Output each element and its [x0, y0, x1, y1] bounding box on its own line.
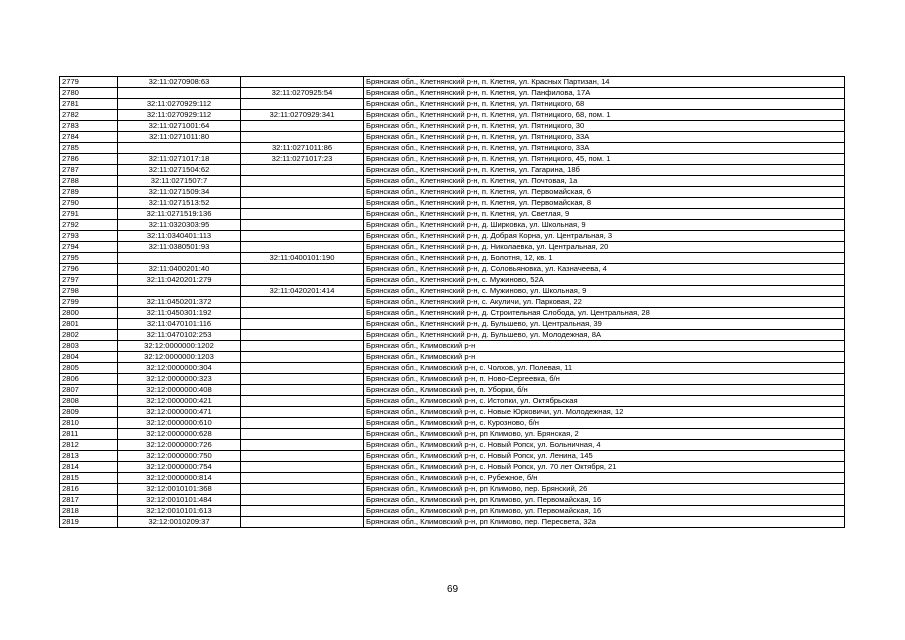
row-number-cell: 2786 [60, 154, 118, 165]
address-cell: Брянская обл., Климовский р-н, с. Рубежное, б/н [364, 473, 845, 484]
row-number-cell: 2784 [60, 132, 118, 143]
building-cadastral-number-cell [241, 220, 364, 231]
row-number-cell: 2788 [60, 176, 118, 187]
building-cadastral-number-cell [241, 132, 364, 143]
row-number-cell: 2808 [60, 396, 118, 407]
building-cadastral-number-cell: 32:11:0270929:341 [241, 110, 364, 121]
address-cell: Брянская обл., Клетнянский р-н, п. Клетня, ул. Почтовая, 1а [364, 176, 845, 187]
row-number-cell: 2818 [60, 506, 118, 517]
address-cell: Брянская обл., Клетнянский р-н, п. Клетня, ул. Пятницкого, 30 [364, 121, 845, 132]
land-cadastral-number-cell [118, 253, 241, 264]
row-number-cell: 2802 [60, 330, 118, 341]
address-cell: Брянская обл., Клетнянский р-н, с. Мужиново, ул. Школьная, 9 [364, 286, 845, 297]
land-cadastral-number-cell: 32:11:0470101:116 [118, 319, 241, 330]
address-cell: Брянская обл., Климовский р-н, с. Новый Ропск, ул. 70 лет Октября, 21 [364, 462, 845, 473]
building-cadastral-number-cell: 32:11:0420201:414 [241, 286, 364, 297]
table-row [60, 286, 845, 297]
land-cadastral-number-cell: 32:12:0010101:613 [118, 506, 241, 517]
row-number-cell: 2813 [60, 451, 118, 462]
land-cadastral-number-cell: 32:12:0000000:421 [118, 396, 241, 407]
address-cell: Брянская обл., Клетнянский р-н, п. Клетня, ул. Гагарина, 18б [364, 165, 845, 176]
land-cadastral-number-cell: 32:11:0271001:64 [118, 121, 241, 132]
land-cadastral-number-cell: 32:12:0000000:304 [118, 363, 241, 374]
table-row [60, 154, 845, 165]
table-row [60, 264, 845, 275]
row-number-cell: 2806 [60, 374, 118, 385]
table-row [60, 77, 845, 88]
table-row [60, 165, 845, 176]
land-cadastral-number-cell: 32:11:0450301:192 [118, 308, 241, 319]
land-cadastral-number-cell: 32:11:0340401:113 [118, 231, 241, 242]
building-cadastral-number-cell: 32:11:0271011:86 [241, 143, 364, 154]
address-cell: Брянская обл., Клетнянский р-н, п. Клетня, ул. Пятницкого, 33А [364, 132, 845, 143]
land-cadastral-number-cell: 32:11:0271509:34 [118, 187, 241, 198]
land-cadastral-number-cell: 32:12:0000000:628 [118, 429, 241, 440]
building-cadastral-number-cell [241, 418, 364, 429]
row-number-cell: 2801 [60, 319, 118, 330]
address-cell: Брянская обл., Клетнянский р-н, с. Мужиново, 52А [364, 275, 845, 286]
table-row [60, 440, 845, 451]
land-cadastral-number-cell [118, 286, 241, 297]
property-register-table [59, 76, 845, 528]
row-number-cell: 2779 [60, 77, 118, 88]
table-row [60, 484, 845, 495]
row-number-cell: 2814 [60, 462, 118, 473]
building-cadastral-number-cell [241, 176, 364, 187]
row-number-cell: 2785 [60, 143, 118, 154]
land-cadastral-number-cell: 32:11:0271513:52 [118, 198, 241, 209]
building-cadastral-number-cell: 32:11:0400101:190 [241, 253, 364, 264]
building-cadastral-number-cell [241, 165, 364, 176]
table-row [60, 341, 845, 352]
table-row [60, 308, 845, 319]
building-cadastral-number-cell [241, 275, 364, 286]
address-cell: Брянская обл., Клетнянский р-н, п. Клетня, ул. Панфилова, 17А [364, 88, 845, 99]
land-cadastral-number-cell: 32:12:0000000:726 [118, 440, 241, 451]
row-number-cell: 2803 [60, 341, 118, 352]
land-cadastral-number-cell: 32:11:0271519:136 [118, 209, 241, 220]
table-row [60, 88, 845, 99]
address-cell: Брянская обл., Климовский р-н, с. Новый Ропск, ул. Ленина, 145 [364, 451, 845, 462]
address-cell: Брянская обл., Климовский р-н [364, 341, 845, 352]
address-cell: Брянская обл., Клетнянский р-н, п. Клетня, ул. Первомайская, 8 [364, 198, 845, 209]
row-number-cell: 2798 [60, 286, 118, 297]
land-cadastral-number-cell: 32:12:0010209:37 [118, 517, 241, 528]
property-register-body [60, 77, 845, 528]
address-cell: Брянская обл., Клетнянский р-н, д. Ширковка, ул. Школьная, 9 [364, 220, 845, 231]
row-number-cell: 2812 [60, 440, 118, 451]
address-cell: Брянская обл., Клетнянский р-н, д. Соловьяновка, ул. Казначеева, 4 [364, 264, 845, 275]
table-row [60, 253, 845, 264]
building-cadastral-number-cell [241, 484, 364, 495]
table-row [60, 198, 845, 209]
table-row [60, 495, 845, 506]
row-number-cell: 2781 [60, 99, 118, 110]
land-cadastral-number-cell: 32:11:0450201:372 [118, 297, 241, 308]
table-row [60, 517, 845, 528]
row-number-cell: 2794 [60, 242, 118, 253]
address-cell: Брянская обл., Клетнянский р-н, п. Клетня, ул. Светлая, 9 [364, 209, 845, 220]
table-row [60, 297, 845, 308]
land-cadastral-number-cell: 32:12:0000000:408 [118, 385, 241, 396]
row-number-cell: 2810 [60, 418, 118, 429]
address-cell: Брянская обл., Клетнянский р-н, д. Бульшево, ул. Молодежная, 8А [364, 330, 845, 341]
row-number-cell: 2793 [60, 231, 118, 242]
row-number-cell: 2789 [60, 187, 118, 198]
table-row [60, 319, 845, 330]
address-cell: Брянская обл., Климовский р-н [364, 352, 845, 363]
building-cadastral-number-cell [241, 440, 364, 451]
row-number-cell: 2805 [60, 363, 118, 374]
address-cell: Брянская обл., Клетнянский р-н, с. Акуличи, ул. Парковая, 22 [364, 297, 845, 308]
row-number-cell: 2819 [60, 517, 118, 528]
table-row [60, 99, 845, 110]
row-number-cell: 2807 [60, 385, 118, 396]
land-cadastral-number-cell: 32:11:0400201:40 [118, 264, 241, 275]
building-cadastral-number-cell [241, 363, 364, 374]
building-cadastral-number-cell: 32:11:0270925:54 [241, 88, 364, 99]
table-row [60, 330, 845, 341]
land-cadastral-number-cell: 32:11:0271011:80 [118, 132, 241, 143]
row-number-cell: 2787 [60, 165, 118, 176]
land-cadastral-number-cell: 32:12:0010101:368 [118, 484, 241, 495]
row-number-cell: 2799 [60, 297, 118, 308]
building-cadastral-number-cell [241, 308, 364, 319]
address-cell: Брянская обл., Клетнянский р-н, п. Клетня, ул. Красных Партизан, 14 [364, 77, 845, 88]
address-cell: Брянская обл., Клетнянский р-н, д. Бульшево, ул. Центральная, 39 [364, 319, 845, 330]
land-cadastral-number-cell: 32:11:0270908:63 [118, 77, 241, 88]
row-number-cell: 2783 [60, 121, 118, 132]
row-number-cell: 2792 [60, 220, 118, 231]
land-cadastral-number-cell: 32:12:0000000:323 [118, 374, 241, 385]
table-row [60, 275, 845, 286]
table-row [60, 473, 845, 484]
land-cadastral-number-cell: 32:12:0000000:610 [118, 418, 241, 429]
address-cell: Брянская обл., Климовский р-н, рп Климово, пер. Пересвета, 32а [364, 517, 845, 528]
land-cadastral-number-cell: 32:11:0270929:112 [118, 110, 241, 121]
address-cell: Брянская обл., Климовский р-н, рп Климово, ул. Первомайская, 16 [364, 495, 845, 506]
building-cadastral-number-cell [241, 198, 364, 209]
land-cadastral-number-cell: 32:12:0010101:484 [118, 495, 241, 506]
table-row [60, 451, 845, 462]
row-number-cell: 2815 [60, 473, 118, 484]
table-row [60, 363, 845, 374]
table-row [60, 187, 845, 198]
table-row [60, 385, 845, 396]
address-cell: Брянская обл., Климовский р-н, с. Чолхов, ул. Полевая, 11 [364, 363, 845, 374]
building-cadastral-number-cell [241, 187, 364, 198]
table-row [60, 220, 845, 231]
row-number-cell: 2811 [60, 429, 118, 440]
address-cell: Брянская обл., Климовский р-н, с. Истопки, ул. Октябрьская [364, 396, 845, 407]
land-cadastral-number-cell: 32:11:0420201:279 [118, 275, 241, 286]
building-cadastral-number-cell [241, 374, 364, 385]
building-cadastral-number-cell [241, 319, 364, 330]
address-cell: Брянская обл., Клетнянский р-н, п. Клетня, ул. Пятницкого, 68, пом. 1 [364, 110, 845, 121]
row-number-cell: 2809 [60, 407, 118, 418]
building-cadastral-number-cell [241, 121, 364, 132]
table-row [60, 110, 845, 121]
address-cell: Брянская обл., Клетнянский р-н, п. Клетня, ул. Пятницкого, 33А [364, 143, 845, 154]
building-cadastral-number-cell [241, 209, 364, 220]
building-cadastral-number-cell [241, 385, 364, 396]
row-number-cell: 2800 [60, 308, 118, 319]
address-cell: Брянская обл., Клетнянский р-н, п. Клетня, ул. Пятницкого, 45, пом. 1 [364, 154, 845, 165]
building-cadastral-number-cell [241, 473, 364, 484]
building-cadastral-number-cell [241, 396, 364, 407]
building-cadastral-number-cell [241, 330, 364, 341]
building-cadastral-number-cell [241, 231, 364, 242]
table-row [60, 132, 845, 143]
land-cadastral-number-cell: 32:11:0270929:112 [118, 99, 241, 110]
address-cell: Брянская обл., Климовский р-н, рп Климово, ул. Брянская, 2 [364, 429, 845, 440]
table-row [60, 143, 845, 154]
land-cadastral-number-cell: 32:11:0271504:62 [118, 165, 241, 176]
address-cell: Брянская обл., Климовский р-н, рп Климово, пер. Брянский, 26 [364, 484, 845, 495]
building-cadastral-number-cell [241, 407, 364, 418]
building-cadastral-number-cell [241, 99, 364, 110]
row-number-cell: 2795 [60, 253, 118, 264]
row-number-cell: 2796 [60, 264, 118, 275]
building-cadastral-number-cell [241, 429, 364, 440]
table-row [60, 231, 845, 242]
table-row [60, 374, 845, 385]
land-cadastral-number-cell: 32:11:0271017:18 [118, 154, 241, 165]
land-cadastral-number-cell: 32:11:0271507:7 [118, 176, 241, 187]
address-cell: Брянская обл., Клетнянский р-н, п. Клетня, ул. Пятницкого, 68 [364, 99, 845, 110]
building-cadastral-number-cell: 32:11:0271017:23 [241, 154, 364, 165]
page-number: 69 [446, 584, 459, 595]
table-row [60, 121, 845, 132]
row-number-cell: 2817 [60, 495, 118, 506]
land-cadastral-number-cell: 32:12:0000000:1203 [118, 352, 241, 363]
address-cell: Брянская обл., Климовский р-н, с. Новые Юрковичи, ул. Молодежная, 12 [364, 407, 845, 418]
building-cadastral-number-cell [241, 462, 364, 473]
land-cadastral-number-cell: 32:11:0320303:95 [118, 220, 241, 231]
land-cadastral-number-cell: 32:12:0000000:471 [118, 407, 241, 418]
row-number-cell: 2804 [60, 352, 118, 363]
row-number-cell: 2791 [60, 209, 118, 220]
building-cadastral-number-cell [241, 517, 364, 528]
building-cadastral-number-cell [241, 451, 364, 462]
building-cadastral-number-cell [241, 264, 364, 275]
building-cadastral-number-cell [241, 297, 364, 308]
table-row [60, 209, 845, 220]
building-cadastral-number-cell [241, 495, 364, 506]
land-cadastral-number-cell: 32:11:0470102:253 [118, 330, 241, 341]
building-cadastral-number-cell [241, 242, 364, 253]
land-cadastral-number-cell: 32:11:0380501:93 [118, 242, 241, 253]
address-cell: Брянская обл., Клетнянский р-н, п. Клетня, ул. Первомайская, 6 [364, 187, 845, 198]
land-cadastral-number-cell [118, 143, 241, 154]
address-cell: Брянская обл., Клетнянский р-н, д. Добрая Корна, ул. Центральная, 3 [364, 231, 845, 242]
row-number-cell: 2816 [60, 484, 118, 495]
land-cadastral-number-cell: 32:12:0000000:754 [118, 462, 241, 473]
table-row [60, 506, 845, 517]
address-cell: Брянская обл., Климовский р-н, рп Климово, ул. Первомайская, 16 [364, 506, 845, 517]
land-cadastral-number-cell: 32:12:0000000:750 [118, 451, 241, 462]
table-row [60, 242, 845, 253]
building-cadastral-number-cell [241, 341, 364, 352]
building-cadastral-number-cell [241, 506, 364, 517]
building-cadastral-number-cell [241, 77, 364, 88]
table-row [60, 418, 845, 429]
building-cadastral-number-cell [241, 352, 364, 363]
address-cell: Брянская обл., Климовский р-н, п. Ново-Сергеевка, б/н [364, 374, 845, 385]
land-cadastral-number-cell: 32:12:0000000:1202 [118, 341, 241, 352]
table-row [60, 407, 845, 418]
address-cell: Брянская обл., Клетнянский р-н, д. Строительная Слобода, ул. Центральная, 28 [364, 308, 845, 319]
row-number-cell: 2797 [60, 275, 118, 286]
table-row [60, 396, 845, 407]
address-cell: Брянская обл., Клетнянский р-н, д. Болотня, 12, кв. 1 [364, 253, 845, 264]
land-cadastral-number-cell [118, 88, 241, 99]
table-row [60, 462, 845, 473]
land-cadastral-number-cell: 32:12:0000000:814 [118, 473, 241, 484]
table-row [60, 176, 845, 187]
table-row [60, 352, 845, 363]
row-number-cell: 2780 [60, 88, 118, 99]
address-cell: Брянская обл., Клетнянский р-н, д. Николаевка, ул. Центральная, 20 [364, 242, 845, 253]
row-number-cell: 2790 [60, 198, 118, 209]
address-cell: Брянская обл., Климовский р-н, с. Новый Ропск, ул. Больничная, 4 [364, 440, 845, 451]
row-number-cell: 2782 [60, 110, 118, 121]
address-cell: Брянская обл., Климовский р-н, п. Уборки, б/н [364, 385, 845, 396]
table-row [60, 429, 845, 440]
address-cell: Брянская обл., Климовский р-н, с. Курозново, б/н [364, 418, 845, 429]
